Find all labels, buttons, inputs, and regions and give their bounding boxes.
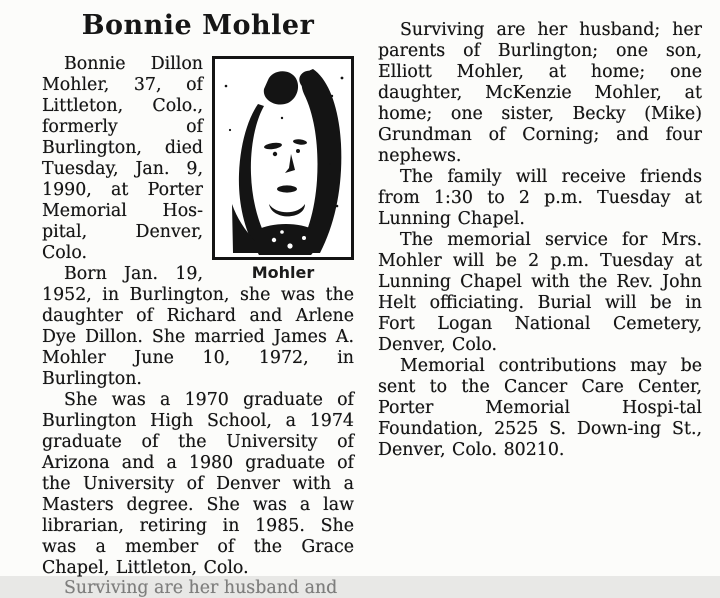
photo-figure [212, 56, 354, 283]
obituary-paragraph: Bonnie Dillon Mohler, 37, of Littleton, Colo., formerly of Burlington, died Tuesday, Jan. 9, 1990, at Porter Memorial Hos-pital, Denver, Colo. [42, 54, 203, 263]
obituary-paragraph: The family will receive friends from 1:30 to 2 p.m. Tuesday at Lunning Chapel. [378, 167, 702, 229]
photo-caption: Mohler [251, 263, 315, 282]
obituary-paragraph: The memorial service for Mrs. Mohler will be 2 p.m. Tuesday at Lunning Chapel with the Rev. John Helt officiating. Burial will be in Fort Logan National Cemetery, Denver, Colo. [378, 230, 702, 355]
obituary-headline: Bonnie Mohler [81, 10, 315, 41]
obituary-paragraph: Born Jan. 19, 1952, in Burlington, she was the daughter of Richard and Arlene Dye Dillon. She married James A. Mohler June 10, 1972, in Burlington. [42, 264, 354, 389]
left-column [42, 4, 354, 598]
right-column [378, 20, 702, 461]
portrait-photo [212, 56, 354, 260]
clipped-text-line: Surviving are her husband and [64, 578, 338, 598]
obituary-paragraph: Surviving are her husband; her parents of Burlington; one son, Elliott Mohler, at home; one daughter, McKenzie Mohler, at home; one sister, Becky (Mike) Grundman of Corning; and four nephews. [378, 20, 702, 166]
obituary-paragraph: Memorial contributions may be sent to the Cancer Care Center, Porter Memorial Hospi-tal Foundation, 2525 S. Down-ing St., Denver, Colo. 80210. [378, 356, 702, 460]
obituary-paragraph: She was a 1970 graduate of Burlington High School, a 1974 graduate of the University of Arizona and a 1980 graduate of the University of Denver with a Masters degree. She was a law librarian, retiring in 1985. She was a member of the Grace Chapel, Littleton, Colo. [42, 390, 354, 578]
